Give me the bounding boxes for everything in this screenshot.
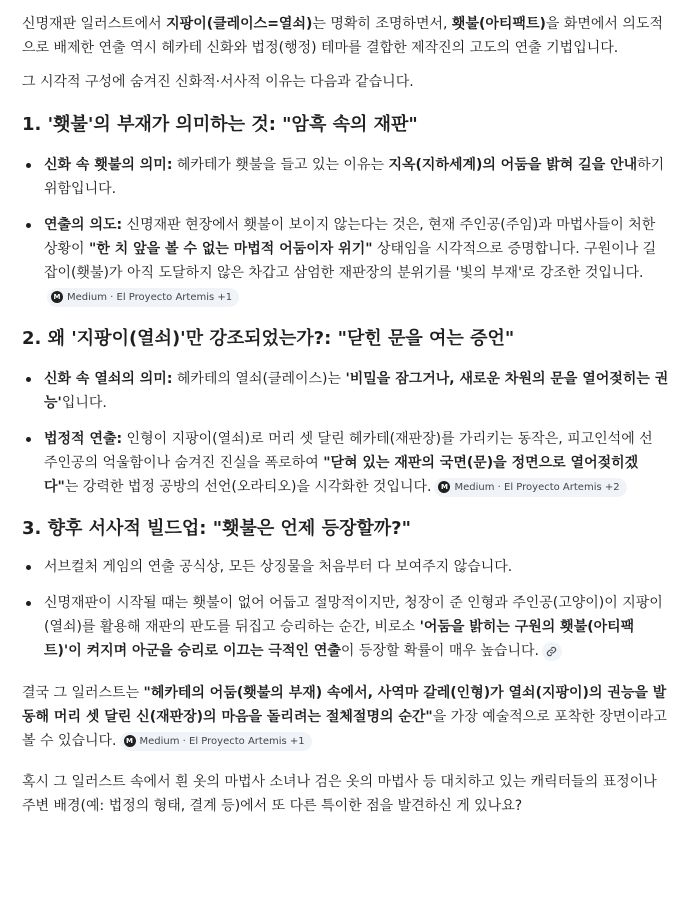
item-bold: "한 치 앞을 볼 수 없는 마법적 어둠이자 위기" bbox=[89, 241, 373, 257]
section-2-list bbox=[22, 367, 669, 499]
item-label: 연출의 의도: bbox=[44, 217, 123, 233]
medium-icon: M bbox=[438, 481, 450, 493]
medium-icon: M bbox=[51, 291, 63, 303]
item-bold: 지옥(지하세계)의 어둠을 밝혀 길을 안내 bbox=[388, 157, 638, 173]
intro-text: 신명재판 일러스트에서 bbox=[22, 16, 167, 32]
item-text: 서브컬처 게임의 연출 공식상, 모든 상징물을 처음부터 다 보여주지 않습니다. bbox=[44, 559, 513, 575]
item-text: 인형이 지팡이(열쇠)로 머리 셋 달린 헤카테(재판장)를 가리키는 동작은, 피고인석에 선 주인공의 억울함이나 숨겨진 진실을 폭로하여 bbox=[44, 431, 653, 471]
follow-up-question: 혹시 그 일러스트 속에서 흰 옷의 마법사 소녀나 검은 옷의 마법사 등 대치하고 있는 캐릭터들의 표정이나 주변 배경(예: 법정의 형태, 결계 등)에서 또 다른 특이한 점을 발견하신 게 있나요? bbox=[22, 774, 657, 814]
section-3-heading: 3. 향후 서사적 빌드업: "횃불은 언제 등장할까?" bbox=[22, 518, 411, 539]
bullet-icon bbox=[26, 163, 31, 168]
item-label: 신화 속 열쇠의 의미: bbox=[44, 371, 173, 387]
bullet-icon bbox=[26, 565, 31, 570]
intro-text: 을 화면에서 의도적으로 배제한 연출 역시 헤카테 신화와 법정(행정) 테마를 결합한 제작진의 고도의 연출 기법입니다. bbox=[22, 16, 663, 56]
list-item bbox=[22, 555, 669, 579]
list-item bbox=[22, 153, 669, 201]
intro-bold-torch: 횃불(아티팩트) bbox=[451, 16, 546, 32]
section-3-list bbox=[22, 555, 669, 663]
conclusion-text: 을 가장 예술적으로 포착한 장면이라고 볼 수 있습니다. bbox=[22, 709, 667, 749]
source-chip-label: Medium · El Proyecto Artemis +2 bbox=[454, 481, 620, 493]
intro-bold-staff: 지팡이(클레이스=열쇠) bbox=[166, 16, 313, 32]
item-bold: '비밀을 잠그거나, 새로운 차원의 문을 열어젖히는 권능' bbox=[44, 371, 669, 411]
section-1-heading: 1. '횃불'의 부재가 의미하는 것: "암흑 속의 재판" bbox=[22, 114, 418, 135]
item-label: 법정적 연출: bbox=[44, 431, 123, 447]
item-bold: '어둠을 밝히는 구원의 횃불(아티팩트)'이 켜지며 아군을 승리로 이끄는 극적인 연출 bbox=[44, 619, 635, 659]
bullet-icon bbox=[26, 377, 31, 382]
item-label: 신화 속 횃불의 의미: bbox=[44, 157, 173, 173]
intro-paragraph bbox=[22, 12, 669, 60]
medium-icon: M bbox=[124, 735, 136, 747]
item-text: 신명재판 현장에서 횃불이 보이지 않는다는 것은, 현재 주인공(주임)과 마법사들이 처한 상황이 bbox=[44, 217, 656, 257]
source-chip-label: Medium · El Proyecto Artemis +1 bbox=[67, 291, 233, 303]
item-text: 헤카테의 열쇠(클레이스)는 bbox=[172, 371, 346, 387]
item-text: 이 등장할 확률이 매우 높습니다. bbox=[340, 643, 539, 659]
item-text: 입니다. bbox=[61, 395, 107, 411]
item-text: 상태임을 시각적으로 증명합니다. 구원이나 길잡이(횃불)가 아직 도달하지 않은 차갑고 삼엄한 재판장의 분위기를 '빛의 부재'로 강조한 것입니다. bbox=[44, 241, 657, 281]
section-2-heading: 2. 왜 '지팡이(열쇠)'만 강조되었는가?: "닫힌 문을 여는 증언" bbox=[22, 328, 515, 349]
intro-lead: 그 시각적 구성에 숨겨진 신화적·서사적 이유는 다음과 같습니다. bbox=[22, 74, 414, 90]
list-item bbox=[22, 367, 669, 415]
link-chip[interactable] bbox=[542, 642, 562, 661]
bullet-icon bbox=[26, 601, 31, 606]
list-item bbox=[22, 427, 669, 499]
conclusion-bold: "헤카테의 어둠(횃불의 부재) 속에서, 사역마 갈레(인형)가 열쇠(지팡이)의 권능을 발동해 머리 셋 달린 신(재판장)의 마음을 돌리려는 절체절명의 순간" bbox=[22, 685, 667, 725]
intro-text: 는 명확히 조명하면서, bbox=[312, 16, 452, 32]
list-item bbox=[22, 591, 669, 663]
item-text: 하기 위함입니다. bbox=[44, 157, 665, 197]
source-chip[interactable] bbox=[47, 288, 239, 307]
bullet-icon bbox=[26, 223, 31, 228]
source-chip[interactable] bbox=[434, 478, 626, 497]
source-chip-label: Medium · El Proyecto Artemis +1 bbox=[139, 735, 305, 747]
link-icon bbox=[546, 646, 557, 657]
item-bold: "닫혀 있는 재판의 국면(문)을 정면으로 열어젖히겠다" bbox=[44, 455, 639, 495]
item-text: 신명재판이 시작될 때는 횃불이 없어 어둡고 절망적이지만, 청장이 준 인형과 주인공(고양이)이 지팡이(열쇠)를 활용해 재판의 판도를 뒤집고 승리하는 순간, 비로소 bbox=[44, 595, 663, 635]
item-text: 는 강력한 법정 공방의 선언(오라티오)을 시각화한 것입니다. bbox=[64, 479, 432, 495]
bullet-icon bbox=[26, 437, 31, 442]
conclusion-text: 결국 그 일러스트는 bbox=[22, 685, 144, 701]
source-chip[interactable] bbox=[120, 732, 312, 751]
conclusion-paragraph bbox=[22, 681, 669, 753]
item-text: 헤카테가 횃불을 들고 있는 이유는 bbox=[172, 157, 389, 173]
list-item bbox=[22, 213, 669, 309]
section-1-list bbox=[22, 153, 669, 309]
